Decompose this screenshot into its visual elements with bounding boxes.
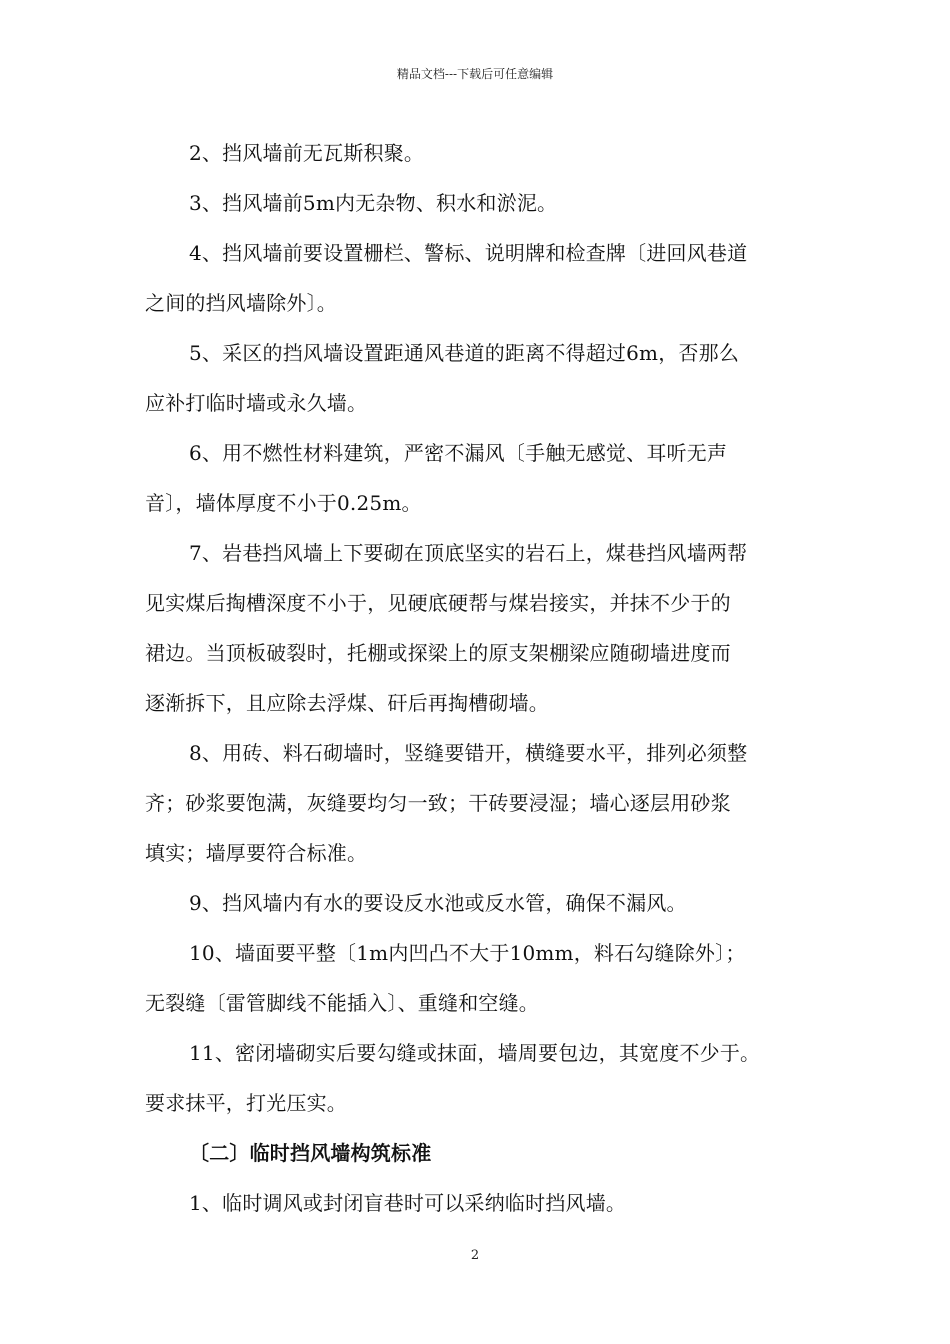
paragraph-line: 要求抹平，打光压实。: [145, 1091, 347, 1115]
paragraph-line: 8、用砖、料石砌墙时，竖缝要错开，横缝要水平，排列必须整: [189, 741, 748, 765]
section-heading: 〔二〕临时挡风墙构筑标准: [189, 1141, 432, 1165]
paragraph-line: 5、采区的挡风墙设置距通风巷道的距离不得超过6m，否那么: [189, 341, 740, 365]
paragraph-line: 3、挡风墙前5m内无杂物、积水和淤泥。: [189, 191, 558, 215]
paragraph-line: 齐；砂浆要饱满，灰缝要均匀一致；干砖要浸湿；墙心逐层用砂浆: [145, 791, 731, 815]
page-number: 2: [470, 1248, 480, 1263]
paragraph-line: 2、挡风墙前无瓦斯积聚。: [189, 141, 425, 165]
paragraph-line: 10、墙面要平整〔1m内凹凸不大于10mm，料石勾缝除外〕；: [189, 941, 746, 965]
paragraph-line: 4、挡风墙前要设置栅栏、警标、说明牌和检查牌〔进回风巷道: [189, 241, 748, 265]
paragraph-line: 6、用不燃性材料建筑，严密不漏风〔手触无感觉、耳听无声: [189, 441, 728, 465]
paragraph-line: 之间的挡风墙除外〕。: [145, 291, 337, 315]
paragraph-line: 1、临时调风或封闭盲巷时可以采纳临时挡风墙。: [189, 1191, 627, 1215]
paragraph-line: 11、密闭墙砌实后要勾缝或抹面，墙周要包边，其宽度不少于。: [189, 1041, 761, 1065]
paragraph-line: 应补打临时墙或永久墙。: [145, 391, 368, 415]
paragraph-line: 无裂缝〔雷管脚线不能插入〕、重缝和空缝。: [145, 991, 539, 1015]
paragraph-line: 裙边。当顶板破裂时，托棚或探梁上的原支架棚梁应随砌墙进度而: [145, 641, 731, 665]
document-body: [145, 128, 825, 1228]
page-header: 精品文档---下载后可任意编辑: [396, 67, 554, 81]
paragraph-line: 9、挡风墙内有水的要设反水池或反水管，确保不漏风。: [189, 891, 687, 915]
paragraph-line: 逐渐拆下，且应除去浮煤、矸后再掏槽砌墙。: [145, 691, 549, 715]
paragraph-line: 音〕，墙体厚度不小于0.25m。: [145, 491, 422, 515]
paragraph-line: 7、岩巷挡风墙上下要砌在顶底坚实的岩石上，煤巷挡风墙两帮: [189, 541, 748, 565]
paragraph-line: 见实煤后掏槽深度不小于，见硬底硬帮与煤岩接实，并抹不少于的: [145, 591, 731, 615]
paragraph-line: 填实；墙厚要符合标准。: [145, 841, 368, 865]
